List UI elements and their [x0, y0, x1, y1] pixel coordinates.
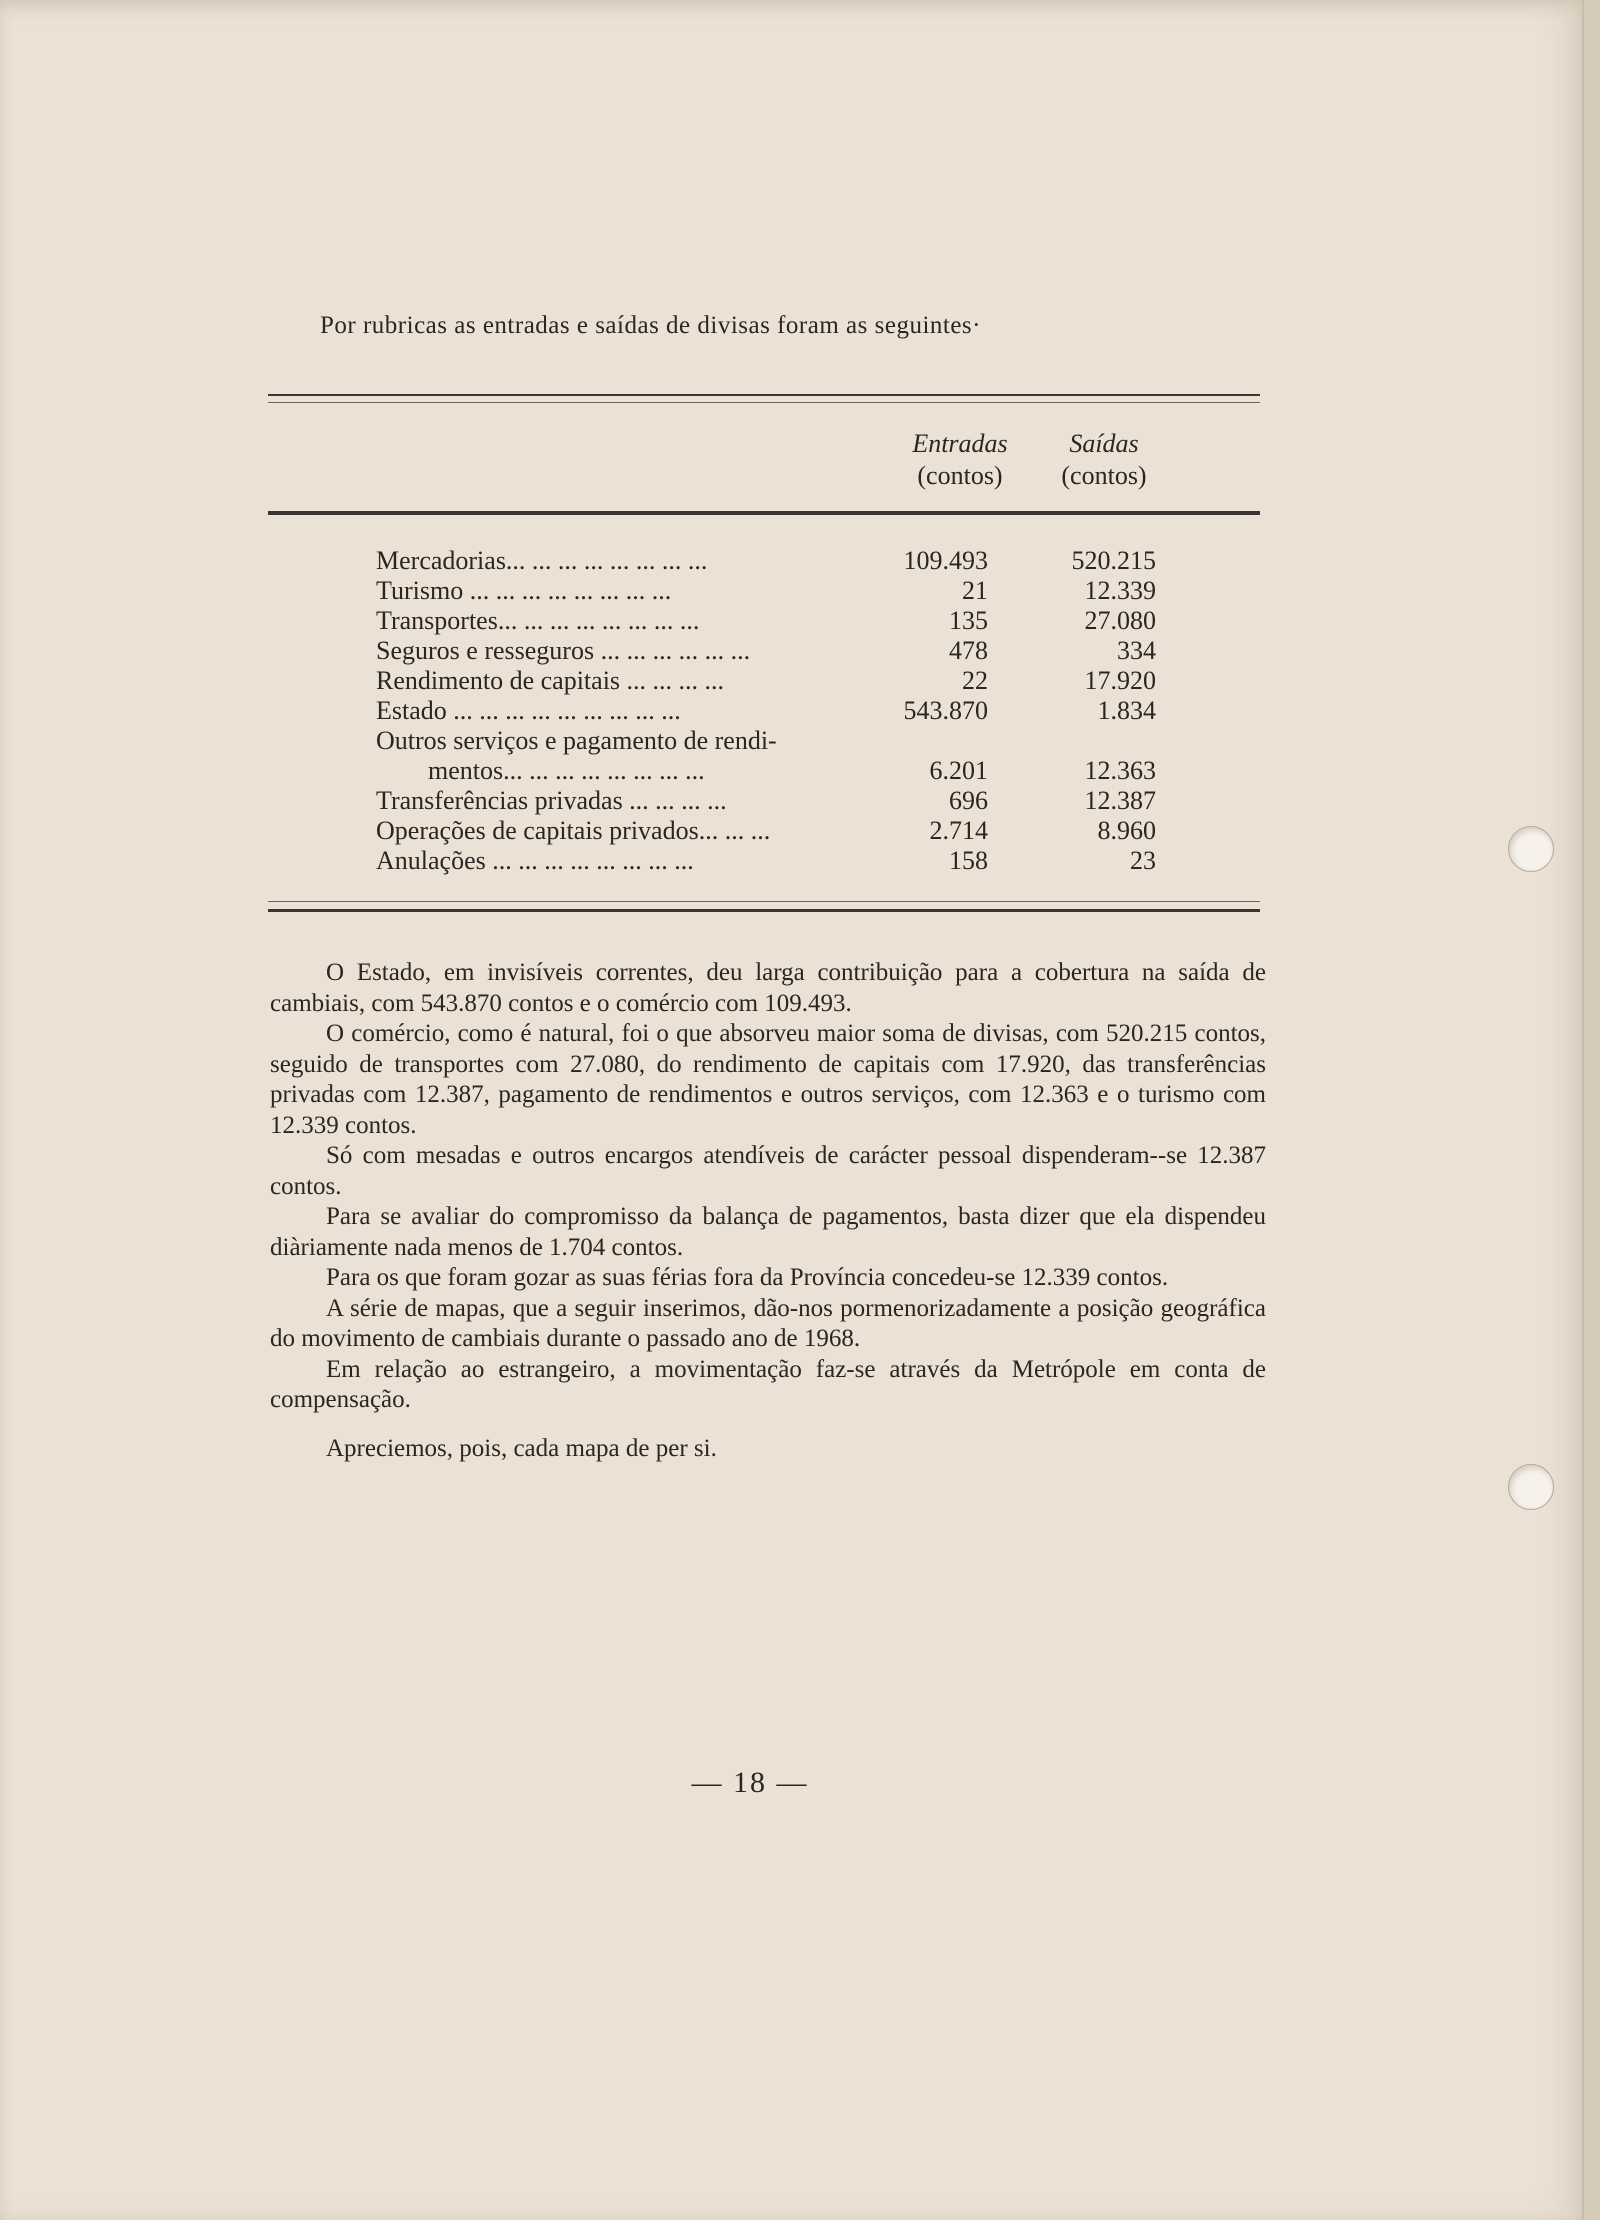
row-label: Outros serviços e pagamento de rendi-: [376, 726, 777, 755]
column-header-saidas: [1024, 428, 1184, 492]
entradas-value: 21: [962, 576, 988, 605]
table-row: [376, 606, 1176, 636]
table-row: [376, 726, 1176, 756]
table-row: [376, 756, 1176, 786]
saidas-value: 12.387: [1084, 786, 1156, 815]
page-number: — 18 —: [691, 1766, 809, 1799]
column-title: Saídas: [1069, 429, 1139, 458]
row-label: Operações de capitais privados... ... ...: [376, 816, 771, 845]
closing-paragraph: Apreciemos, pois, cada mapa de per si.: [326, 1434, 717, 1462]
entradas-value: 2.714: [929, 816, 988, 845]
saidas-value: 520.215: [1071, 546, 1156, 575]
paragraph: O Estado, em invisíveis correntes, deu larga contribuição para a cobertura na saída de cambiais, com 543.870 contos e o comércio com 109.493.: [270, 959, 1266, 1017]
paragraph: Para os que foram gozar as suas férias fora da Província concedeu-se 12.339 contos.: [326, 1264, 1169, 1291]
saidas-value: 8.960: [1097, 816, 1156, 845]
table-top-rule-thin: [268, 402, 1260, 403]
row-label: Mercadorias... ... ... ... ... ... ... ...: [376, 546, 708, 575]
entradas-value: 135: [949, 606, 988, 635]
table-row: [376, 666, 1176, 696]
entradas-value: 158: [949, 846, 988, 875]
saidas-value: 23: [1130, 846, 1156, 875]
table-row: [376, 576, 1176, 606]
row-label: Transportes... ... ... ... ... ... ... ...: [376, 606, 700, 635]
table-bottom-rule: [268, 909, 1260, 912]
table-row: [376, 546, 1176, 576]
paragraph: Só com mesadas e outros encargos atendíveis de carácter pessoal dispenderam--se 12.387 contos.: [270, 1142, 1266, 1200]
row-label: Transferências privadas ... ... ... ...: [376, 786, 727, 815]
saidas-value: 12.339: [1084, 576, 1156, 605]
paragraph: Em relação ao estrangeiro, a movimentação faz-se através da Metrópole em conta de compensação.: [270, 1355, 1266, 1413]
entradas-value: 543.870: [903, 696, 988, 725]
column-title: Entradas: [912, 429, 1008, 458]
entradas-value: 696: [949, 786, 988, 815]
column-header-entradas: [880, 428, 1040, 492]
table-bottom-rule-thin: [268, 901, 1260, 902]
entradas-value: 109.493: [903, 546, 988, 575]
column-unit: (contos): [1061, 461, 1147, 490]
binder-hole: [1508, 1464, 1554, 1510]
table-row: [376, 816, 1176, 846]
saidas-value: 1.834: [1097, 696, 1156, 725]
row-label: mentos... ... ... ... ... ... ... ...: [428, 756, 705, 785]
column-unit: (contos): [917, 461, 1003, 490]
row-label: Turismo ... ... ... ... ... ... ... ...: [376, 576, 672, 605]
saidas-value: 27.080: [1084, 606, 1156, 635]
row-label: Estado ... ... ... ... ... ... ... ... ...: [376, 696, 681, 725]
row-label: Seguros e resseguros ... ... ... ... ... ...: [376, 636, 751, 665]
table-row: [376, 636, 1176, 666]
table-row: [376, 786, 1176, 816]
saidas-value: 12.363: [1084, 756, 1156, 785]
row-label: Anulações ... ... ... ... ... ... ... ...: [376, 846, 694, 875]
binder-hole: [1508, 826, 1554, 872]
entradas-value: 478: [949, 636, 988, 665]
paragraph: A série de mapas, que a seguir inserimos, dão-nos pormenorizadamente a posição geográfica do movimento de cambiais durante o passado ano de 1968.: [270, 1294, 1266, 1352]
saidas-value: 17.920: [1084, 666, 1156, 695]
entradas-value: 6.201: [929, 756, 988, 785]
saidas-value: 334: [1117, 636, 1156, 665]
paragraph: O comércio, como é natural, foi o que absorveu maior soma de divisas, com 520.215 contos, seguido de transportes com 27.080, do rendimento de capitais com 17.920, das transferências privadas com 12.387, pagamento de rendimentos e outros serviços, com 12.363 e o turismo com 12.339 contos.: [270, 1020, 1266, 1139]
body-text: [270, 958, 1266, 1464]
table-header-rule: [268, 511, 1260, 515]
paragraph: Para se avaliar do compromisso da balança de pagamentos, basta dizer que ela dispendeu diàriamente nada menos de 1.704 contos.: [270, 1203, 1266, 1261]
row-label: Rendimento de capitais ... ... ... ...: [376, 666, 725, 695]
table-top-rule: [268, 394, 1260, 396]
table-row: [376, 846, 1176, 876]
intro-line: Por rubricas as entradas e saídas de divisas foram as seguintes·: [320, 312, 981, 339]
table-row: [376, 696, 1176, 726]
entradas-value: 22: [962, 666, 988, 695]
table-body: [376, 546, 1176, 876]
